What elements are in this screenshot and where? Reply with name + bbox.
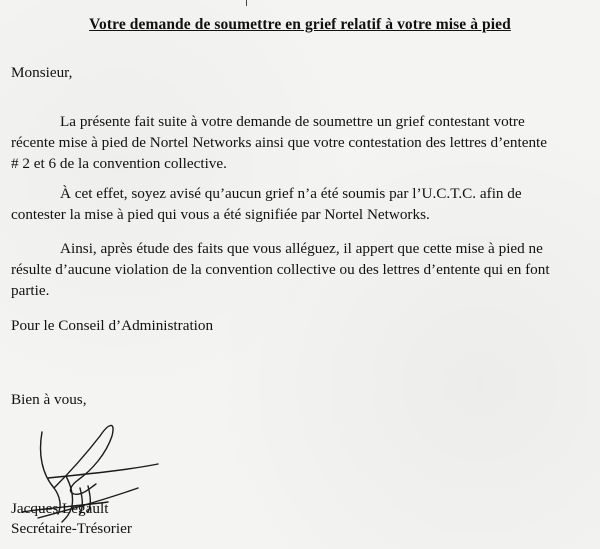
closing: Bien à vous, <box>11 391 87 408</box>
salutation: Monsieur, <box>11 64 73 81</box>
paragraph-3 <box>11 238 593 301</box>
sender-line: Pour le Conseil d’Administration <box>11 317 214 334</box>
paragraph-line: partie. <box>11 282 50 299</box>
paragraph-line: La présente fait suite à votre demande de soumettre un grief contestant votre <box>60 113 525 130</box>
paragraph-2 <box>11 183 593 225</box>
paragraph-line: À cet effet, soyez avisé qu’aucun grief n’a été soumis par l’U.C.T.C. afin de <box>60 185 522 202</box>
signatory-name: Jacques Legault <box>11 500 109 517</box>
letter-title: Votre demande de soumettre en grief relatif à votre mise à pied <box>89 16 511 33</box>
paragraph-line: # 2 et 6 de la convention collective. <box>11 155 227 172</box>
paragraph-line: récente mise à pied de Nortel Networks ainsi que votre contestation des lettres d’entente <box>11 134 548 151</box>
paragraph-line: résulte d’aucune violation de la convention collective ou des lettres d’entente qui en font <box>11 261 550 278</box>
scan-mark <box>246 0 247 6</box>
signatory-role: Secrétaire-Trésorier <box>11 520 132 537</box>
paragraph-line: contester la mise à pied qui vous a été signifiée par Nortel Networks. <box>11 206 430 223</box>
paragraph-1 <box>11 111 593 174</box>
paragraph-line: Ainsi, après étude des faits que vous alléguez, il appert que cette mise à pied ne <box>60 240 543 257</box>
